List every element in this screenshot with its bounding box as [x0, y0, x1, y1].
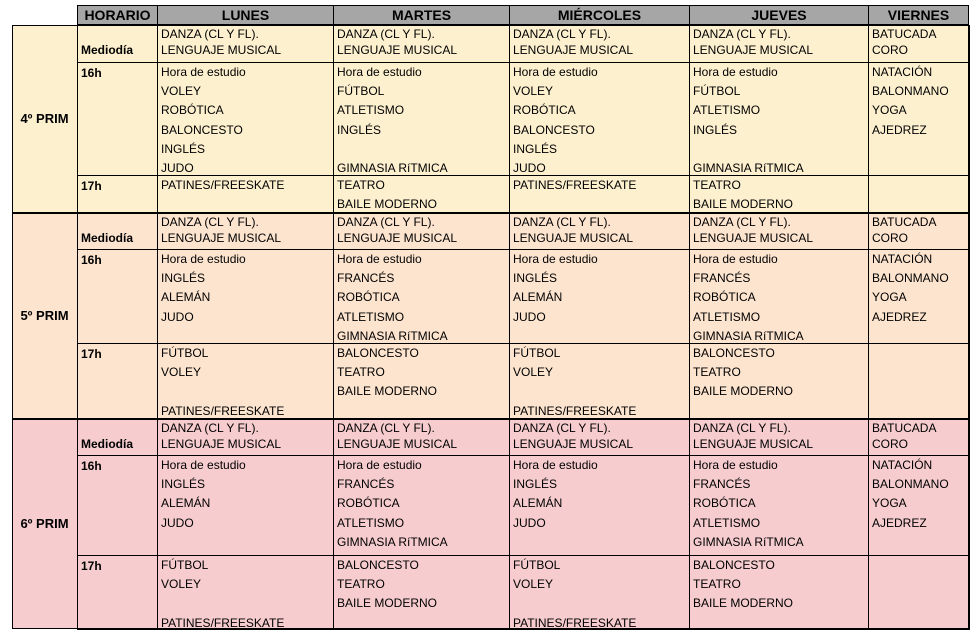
activity-text: DANZA (CL Y FL). — [693, 27, 791, 41]
activity-text: INGLÉS — [161, 141, 206, 156]
activity-cell — [509, 555, 690, 630]
activity-text: INGLÉS — [513, 477, 558, 492]
activity-text: GIMNASIA RíTMICA — [693, 534, 804, 549]
activity-text: FÚTBOL — [513, 346, 561, 360]
time-cell — [77, 419, 158, 456]
activity-cell — [868, 419, 970, 456]
activity-text: GIMNASIA RíTMICA — [337, 534, 448, 549]
activity-text: JUDO — [513, 309, 546, 324]
activity-text: AJEDREZ — [872, 515, 927, 530]
grade-label: 5º PRIM — [20, 308, 69, 323]
activity-text: YOGA — [872, 103, 907, 118]
activity-text: LENGUAJE MUSICAL — [693, 437, 814, 451]
activity-text: ROBÓTICA — [337, 290, 400, 305]
activity-text: PATINES/FREESKATE — [513, 403, 637, 418]
header-viernes: VIERNES — [868, 5, 969, 25]
activity-text: INGLÉS — [337, 122, 382, 137]
activity-text: DANZA (CL Y FL). — [161, 421, 259, 435]
activity-text: FÚTBOL — [161, 346, 209, 360]
activity-text: ATLETISMO — [693, 103, 761, 118]
activity-text: ATLETISMO — [693, 515, 761, 530]
activity-text: FÚTBOL — [513, 558, 561, 572]
activity-cell — [689, 455, 869, 556]
activity-text: Hora de estudio — [161, 458, 246, 472]
activity-text: FRANCÉS — [337, 271, 395, 286]
activity-text: JUDO — [161, 309, 194, 324]
activity-text: INGLÉS — [693, 122, 738, 137]
activity-cell — [689, 25, 869, 63]
activity-text: TEATRO — [693, 577, 741, 592]
activity-cell — [509, 249, 690, 344]
activity-text: INGLÉS — [161, 271, 206, 286]
activity-cell — [509, 343, 690, 420]
activity-text: VOLEY — [161, 577, 202, 592]
activity-text: AJEDREZ — [872, 122, 927, 137]
activity-text: ATLETISMO — [337, 309, 405, 324]
activity-text: Hora de estudio — [693, 252, 778, 266]
activity-text: JUDO — [513, 161, 546, 175]
activity-cell — [868, 249, 970, 344]
activity-text: DANZA (CL Y FL). — [337, 27, 435, 41]
activity-text: TEATRO — [337, 178, 385, 192]
activity-text: ROBÓTICA — [513, 103, 576, 118]
activity-text: JUDO — [161, 161, 194, 175]
time-cell — [77, 343, 158, 420]
time-label: 16h — [81, 253, 102, 267]
time-cell — [77, 455, 158, 556]
activity-cell — [868, 62, 970, 176]
activity-text: INGLÉS — [513, 271, 558, 286]
activity-cell — [689, 175, 869, 214]
time-label: 17h — [81, 559, 102, 573]
activity-cell — [157, 555, 334, 630]
activity-text: BALONMANO — [872, 271, 949, 286]
time-label: Mediodía — [81, 43, 134, 57]
header-martes: MARTES — [333, 5, 510, 25]
activity-cell — [157, 249, 334, 344]
activity-cell — [333, 25, 510, 63]
activity-cell — [868, 455, 970, 556]
activity-text: PATINES/FREESKATE — [513, 178, 637, 192]
activity-text: INGLÉS — [161, 477, 206, 492]
activity-cell — [689, 213, 869, 250]
activity-text: JUDO — [161, 515, 194, 530]
activity-cell — [157, 419, 334, 456]
time-cell — [77, 249, 158, 344]
activity-cell — [509, 213, 690, 250]
activity-text: BAILE MODERNO — [337, 384, 438, 399]
activity-text: BAILE MODERNO — [337, 596, 438, 611]
activity-text: Hora de estudio — [693, 458, 778, 472]
activity-text: BATUCADA — [872, 215, 937, 229]
activity-text: Hora de estudio — [161, 252, 246, 266]
time-label: 16h — [81, 459, 102, 473]
activity-text: VOLEY — [161, 84, 202, 99]
activity-text: Hora de estudio — [161, 65, 246, 79]
grade-label: 6º PRIM — [20, 516, 69, 531]
activity-cell — [509, 455, 690, 556]
activity-text: BALONCESTO — [161, 122, 243, 137]
activity-text: VOLEY — [161, 365, 202, 380]
activity-cell — [689, 419, 869, 456]
activity-text: PATINES/FREESKATE — [513, 615, 637, 630]
activity-text: TEATRO — [693, 365, 741, 380]
activity-cell — [509, 62, 690, 176]
activity-cell — [868, 555, 970, 630]
activity-text: NATACIÓN — [872, 252, 933, 266]
activity-text: LENGUAJE MUSICAL — [337, 231, 458, 245]
activity-text: Hora de estudio — [337, 458, 422, 472]
activity-cell — [333, 249, 510, 344]
activity-text: CORO — [872, 43, 908, 57]
activity-text: LENGUAJE MUSICAL — [513, 231, 634, 245]
activity-text: PATINES/FREESKATE — [161, 178, 285, 192]
activity-cell — [868, 25, 970, 63]
activity-text: JUDO — [513, 515, 546, 530]
activity-text: VOLEY — [513, 365, 554, 380]
activity-text: BALONCESTO — [693, 346, 775, 360]
activity-text: TEATRO — [337, 365, 385, 380]
activity-text: ROBÓTICA — [693, 290, 756, 305]
activity-text: VOLEY — [513, 577, 554, 592]
time-cell — [77, 555, 158, 630]
activity-text: BALONCESTO — [337, 346, 419, 360]
activity-text: CORO — [872, 231, 908, 245]
activity-text: ALEMÁN — [513, 496, 563, 511]
time-cell — [77, 175, 158, 214]
activity-text: BAILE MODERNO — [337, 197, 438, 212]
activity-text: DANZA (CL Y FL). — [337, 421, 435, 435]
activity-text: ALEMÁN — [161, 290, 211, 305]
activity-text: BAILE MODERNO — [693, 197, 794, 212]
activity-cell — [157, 455, 334, 556]
activity-text: BAILE MODERNO — [693, 384, 794, 399]
activity-text: LENGUAJE MUSICAL — [161, 43, 282, 57]
activity-text: YOGA — [872, 496, 907, 511]
activity-cell — [157, 25, 334, 63]
activity-cell — [333, 555, 510, 630]
activity-cell — [509, 25, 690, 63]
grade-label: 4º PRIM — [20, 111, 69, 126]
activity-cell — [333, 455, 510, 556]
activity-text: ATLETISMO — [337, 515, 405, 530]
activity-cell — [509, 419, 690, 456]
header-jueves: JUEVES — [689, 5, 869, 25]
time-label: Mediodía — [81, 437, 134, 451]
activity-text: DANZA (CL Y FL). — [693, 421, 791, 435]
activity-text: FRANCÉS — [693, 271, 751, 286]
activity-text: VOLEY — [513, 84, 554, 99]
activity-text: Hora de estudio — [337, 65, 422, 79]
activity-text: ALEMÁN — [513, 290, 563, 305]
activity-text: LENGUAJE MUSICAL — [161, 437, 282, 451]
activity-cell — [689, 555, 869, 630]
activity-text: PATINES/FREESKATE — [161, 615, 285, 630]
activity-text: ROBÓTICA — [337, 496, 400, 511]
activity-text: INGLÉS — [513, 141, 558, 156]
activity-text: LENGUAJE MUSICAL — [161, 231, 282, 245]
time-label: Mediodía — [81, 231, 134, 245]
activity-cell — [333, 419, 510, 456]
activity-cell — [157, 343, 334, 420]
time-cell — [77, 25, 158, 63]
activity-cell — [157, 213, 334, 250]
activity-text: BATUCADA — [872, 421, 937, 435]
activity-text: FÚTBOL — [693, 84, 741, 99]
activity-text: DANZA (CL Y FL). — [513, 27, 611, 41]
activity-text: BALONCESTO — [693, 558, 775, 572]
time-label: 17h — [81, 347, 102, 361]
activity-text: TEATRO — [693, 178, 741, 192]
activity-text: DANZA (CL Y FL). — [161, 215, 259, 229]
activity-text: LENGUAJE MUSICAL — [337, 437, 458, 451]
activity-cell — [689, 249, 869, 344]
activity-cell — [157, 175, 334, 214]
activity-cell — [333, 213, 510, 250]
activity-text: DANZA (CL Y FL). — [161, 27, 259, 41]
activity-text: ROBÓTICA — [693, 496, 756, 511]
time-label: 16h — [81, 66, 102, 80]
activity-text: ALEMÁN — [161, 496, 211, 511]
activity-cell — [157, 62, 334, 176]
activity-text: GIMNASIA RíTMICA — [693, 328, 804, 343]
activity-text: Hora de estudio — [513, 458, 598, 472]
activity-cell — [333, 343, 510, 420]
activity-text: LENGUAJE MUSICAL — [337, 43, 458, 57]
activity-cell — [689, 343, 869, 420]
activity-text: TEATRO — [337, 577, 385, 592]
activity-text: LENGUAJE MUSICAL — [513, 437, 634, 451]
activity-text: CORO — [872, 437, 908, 451]
activity-text: GIMNASIA RíTMICA — [693, 161, 804, 175]
activity-cell — [868, 175, 970, 214]
activity-text: Hora de estudio — [337, 252, 422, 266]
activity-text: DANZA (CL Y FL). — [513, 421, 611, 435]
activity-text: BALONCESTO — [337, 558, 419, 572]
activity-text: FRANCÉS — [693, 477, 751, 492]
activity-text: BAILE MODERNO — [693, 596, 794, 611]
time-cell — [77, 213, 158, 250]
activity-text: LENGUAJE MUSICAL — [693, 231, 814, 245]
activity-text: BATUCADA — [872, 27, 937, 41]
activity-text: FÚTBOL — [161, 558, 209, 572]
header-miercoles: MIÉRCOLES — [509, 5, 690, 25]
activity-text: NATACIÓN — [872, 458, 933, 472]
activity-cell — [509, 175, 690, 214]
activity-text: PATINES/FREESKATE — [161, 403, 285, 418]
activity-text: BALONMANO — [872, 477, 949, 492]
activity-cell — [333, 175, 510, 214]
time-label: 17h — [81, 179, 102, 193]
activity-text: GIMNASIA RíTMICA — [337, 161, 448, 175]
activity-text: DANZA (CL Y FL). — [513, 215, 611, 229]
activity-text: GIMNASIA RíTMICA — [337, 328, 448, 343]
activity-text: ROBÓTICA — [161, 103, 224, 118]
activity-text: NATACIÓN — [872, 65, 933, 79]
activity-text: Hora de estudio — [693, 65, 778, 79]
activity-text: AJEDREZ — [872, 309, 927, 324]
header-horario: HORARIO — [77, 5, 158, 25]
activity-text: BALONCESTO — [513, 122, 595, 137]
activity-text: YOGA — [872, 290, 907, 305]
activity-text: FRANCÉS — [337, 477, 395, 492]
activity-text: Hora de estudio — [513, 252, 598, 266]
activity-text: DANZA (CL Y FL). — [337, 215, 435, 229]
header-lunes: LUNES — [157, 5, 334, 25]
activity-text: LENGUAJE MUSICAL — [513, 43, 634, 57]
activity-text: DANZA (CL Y FL). — [693, 215, 791, 229]
activity-cell — [333, 62, 510, 176]
schedule-table — [12, 5, 969, 629]
activity-text: ATLETISMO — [693, 309, 761, 324]
time-cell — [77, 62, 158, 176]
activity-text: ATLETISMO — [337, 103, 405, 118]
activity-cell — [868, 343, 970, 420]
activity-cell — [689, 62, 869, 176]
activity-text: LENGUAJE MUSICAL — [693, 43, 814, 57]
activity-text: FÚTBOL — [337, 84, 385, 99]
activity-text: Hora de estudio — [513, 65, 598, 79]
activity-text: BALONMANO — [872, 84, 949, 99]
activity-cell — [868, 213, 970, 250]
